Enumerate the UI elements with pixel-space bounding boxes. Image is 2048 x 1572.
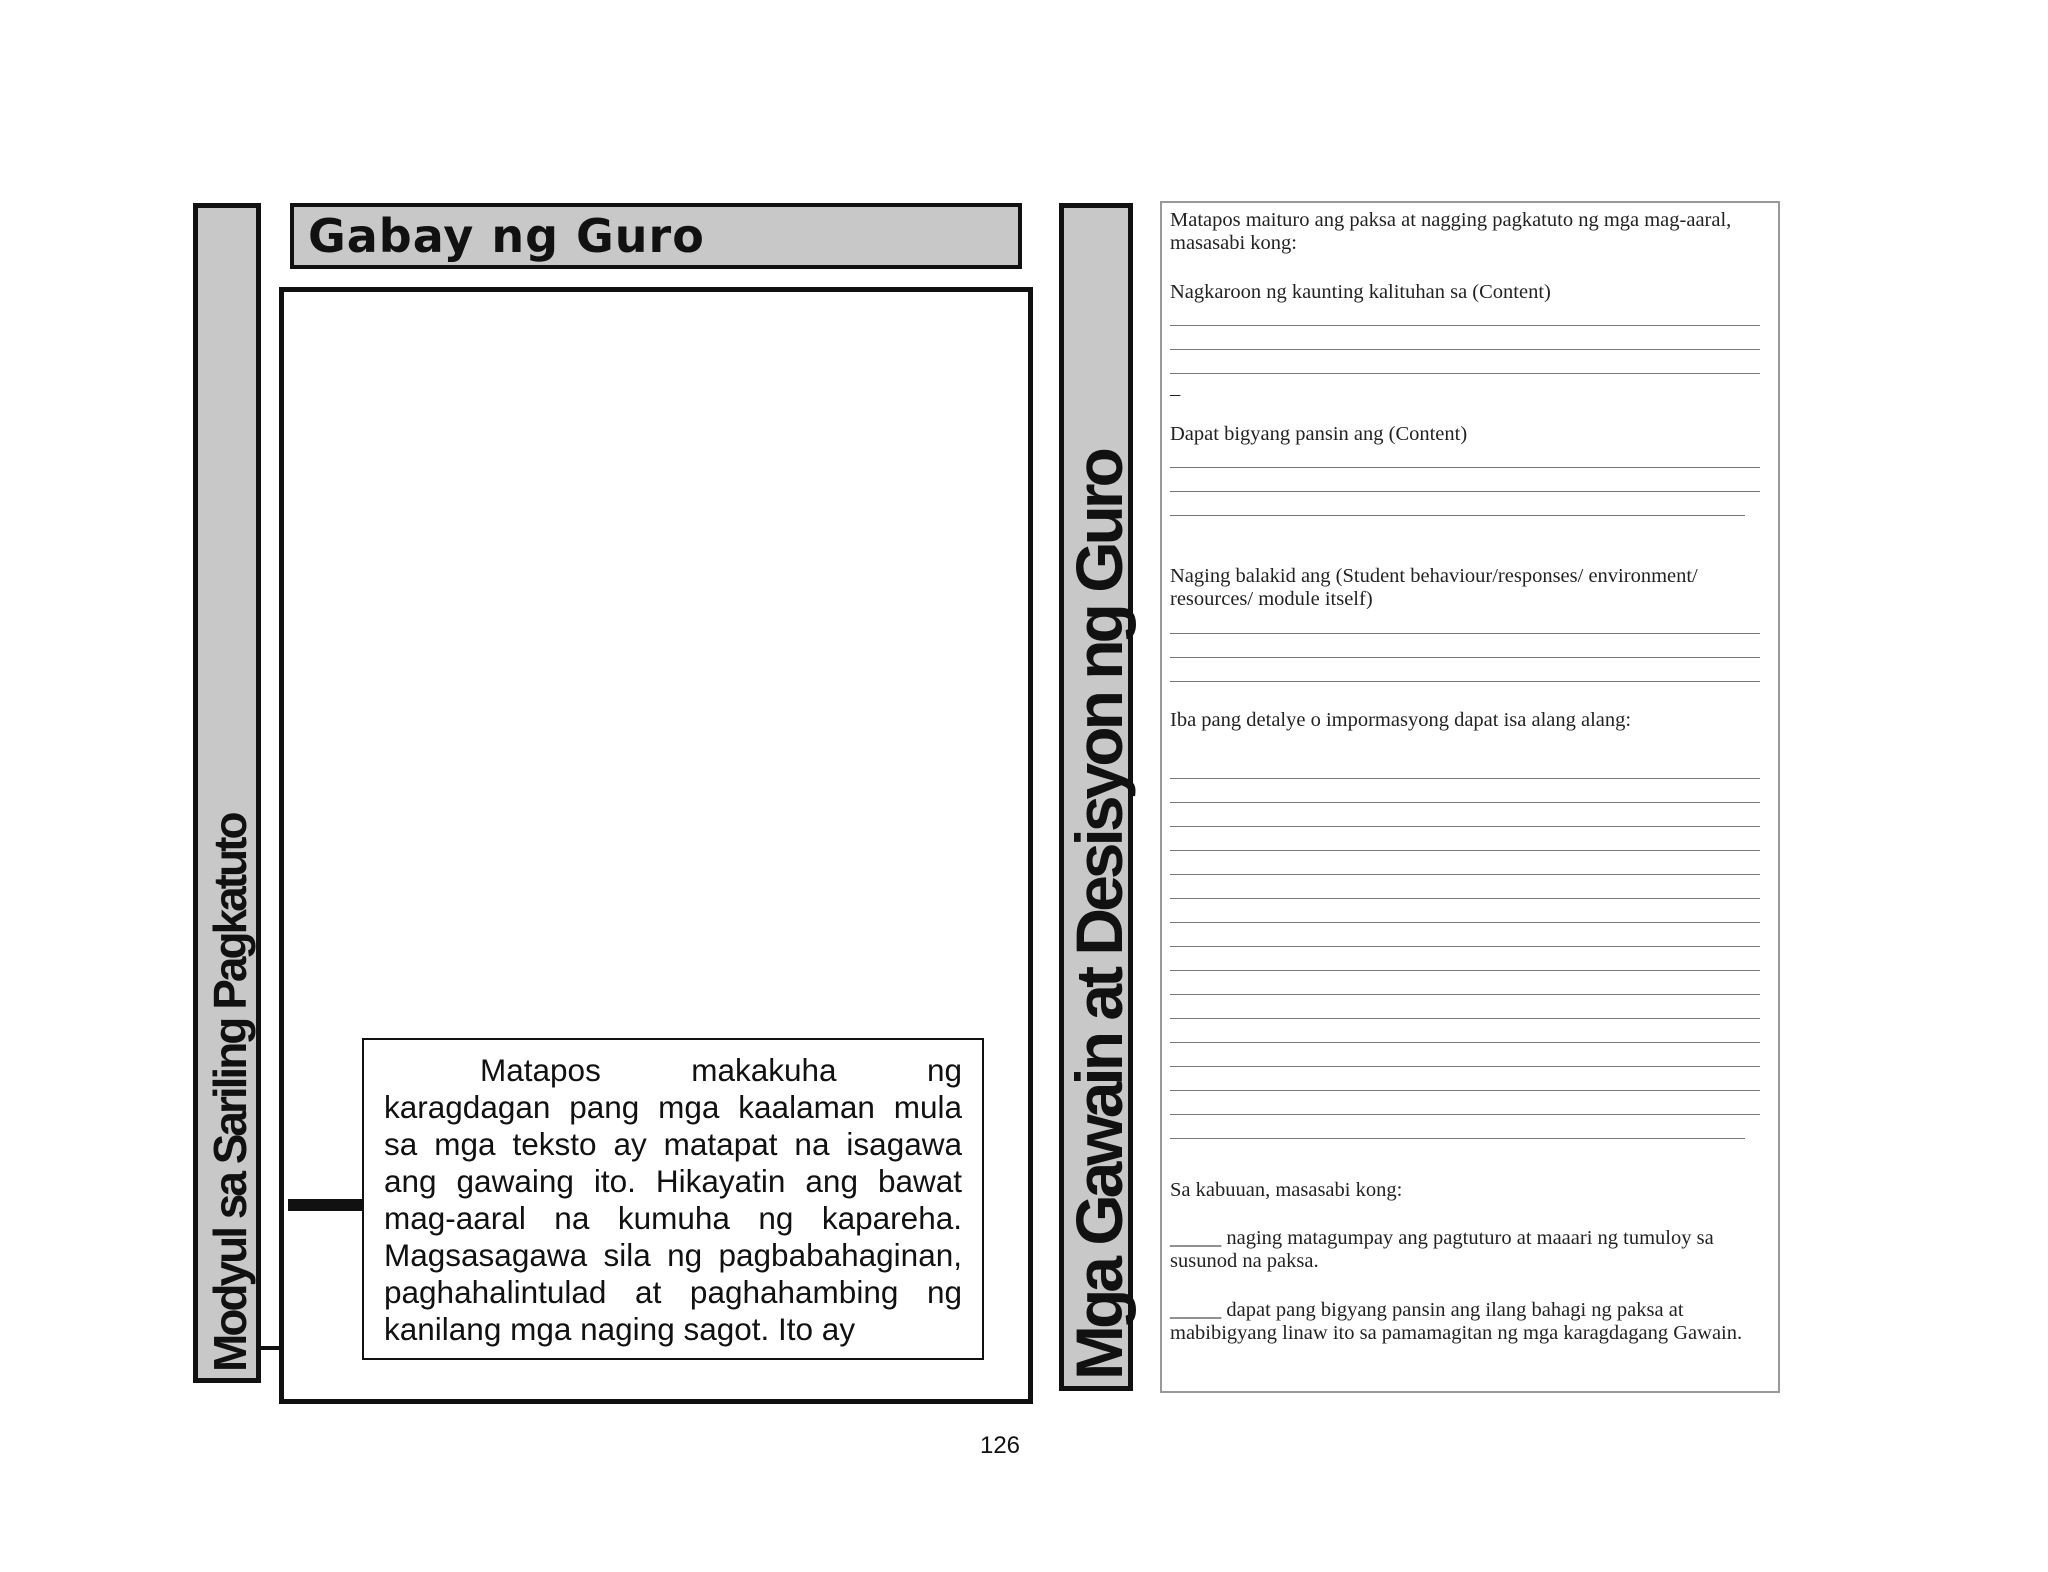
answer-line[interactable]: [1170, 946, 1760, 947]
form-summary-heading: Sa kabuuan, masasabi kong:: [1170, 1179, 1403, 1201]
answer-line[interactable]: [1170, 802, 1760, 803]
answer-line[interactable]: [1170, 467, 1760, 468]
dash-mark: –: [1170, 383, 1181, 405]
answer-line[interactable]: [1170, 633, 1760, 634]
form-summary-option-needs-attention: _____ dapat pang bigyang pansin ang ilang bahagi ng paksa at mabibigyang linaw ito sa pamamagitan ng mga karagdagang Gawain.: [1170, 1299, 1743, 1344]
answer-line[interactable]: [1170, 1018, 1760, 1019]
instruction-text: Matapos makakuha ng karagdagan pang mga kaalaman mula sa mga teksto ay matapat na isagawa ang gawaing ito. Hikayatin ang bawat mag-aaral na kumuha ng kapareha. Magsasagawa sila ng pagbabahaginan, paghahalintulad at paghahambing ng kanilang mga naging sagot. Ito ay: [384, 1052, 962, 1347]
form-section-obstacles: Naging balakid ang (Student behaviour/responses/ environment/ resources/ module itself): [1170, 565, 1698, 610]
answer-line[interactable]: [1170, 898, 1760, 899]
form-section-attention: Dapat bigyang pansin ang (Content): [1170, 423, 1468, 445]
answer-line[interactable]: [1170, 1138, 1745, 1139]
left-vertical-banner: [193, 203, 261, 1383]
answer-line[interactable]: [1170, 826, 1760, 827]
answer-line[interactable]: [1170, 874, 1760, 875]
answer-line[interactable]: [1170, 850, 1760, 851]
answer-line[interactable]: [1170, 325, 1760, 326]
answer-line[interactable]: [1170, 778, 1760, 779]
form-section-other-details: Iba pang detalye o impormasyong dapat isa alang alang:: [1170, 709, 1632, 731]
connector-line: [288, 1199, 362, 1211]
form-section-confusion: Nagkaroon ng kaunting kalituhan sa (Content): [1170, 281, 1551, 303]
page-title: Gabay ng Guro: [308, 209, 705, 263]
answer-line[interactable]: [1170, 1090, 1760, 1091]
answer-line[interactable]: [1170, 970, 1760, 971]
answer-line[interactable]: [1170, 491, 1760, 492]
instruction-box: [362, 1038, 984, 1360]
middle-banner-title: Mga Gawain at Desisyon ng Guro: [1062, 451, 1136, 1380]
answer-line[interactable]: [1170, 922, 1760, 923]
form-summary-option-success: _____ naging matagumpay ang pagtuturo at maaari ng tumuloy sa susunod na paksa.: [1170, 1227, 1714, 1272]
connector-tick: [258, 1346, 284, 1350]
answer-line[interactable]: [1170, 681, 1760, 682]
answer-line[interactable]: [1170, 349, 1760, 350]
answer-line[interactable]: [1170, 373, 1760, 374]
form-intro: Matapos maituro ang paksa at nagging pagkatuto ng mga mag-aaral, masasabi kong:: [1170, 209, 1732, 254]
answer-line[interactable]: [1170, 515, 1745, 516]
reflection-form: [1160, 201, 1780, 1393]
header-banner: [290, 203, 1022, 269]
answer-line[interactable]: [1170, 1066, 1760, 1067]
answer-line[interactable]: [1170, 1042, 1760, 1043]
answer-line[interactable]: [1170, 1114, 1760, 1115]
answer-line[interactable]: [1170, 657, 1760, 658]
middle-vertical-banner: [1059, 203, 1136, 1391]
page-number: 126: [979, 1432, 1021, 1459]
left-banner-title: Modyul sa Sariling Pagkatuto: [204, 814, 256, 1372]
answer-line[interactable]: [1170, 994, 1760, 995]
